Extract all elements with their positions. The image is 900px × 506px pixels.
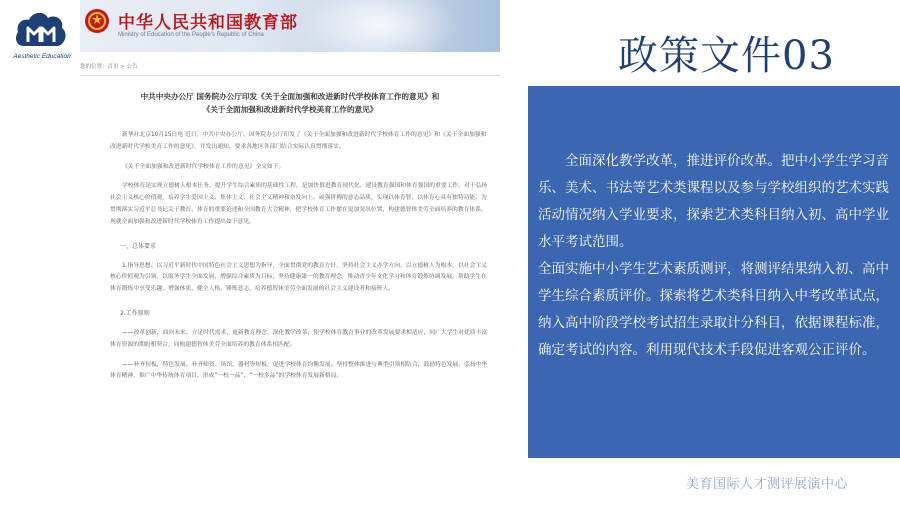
policy-document-screenshot [80,0,500,506]
ministry-name: 中华人民共和国教育部 [118,13,298,33]
ministry-name-en: Ministry of Education of the People's Republic of China [118,32,264,38]
document-heading: 一、总体要求 [120,242,157,250]
organization-footer: 美育国际人才测评展演中心 [686,477,849,492]
document-title-line2: 《关于全面加强和改进新时代学校美育工作的意见》 [202,105,378,114]
aesthetic-education-logo [6,8,74,64]
document-paragraph: 学校体育是实现立德树人根本任务、提升学生综合素质的基础性工程，是加快推进教育现代化、建设教育强国和体育强国的重要工作，对于弘扬社会主义核心价值观，培养学生爱国主义、集体主义、社会主义精神和奋发向上、顽强拼搏的意志品质，实现以体育智、以体育心具有独特功能。为贯彻落实习近平总书记关于教育、体育的重要论述和全国教育大会精神，把学校体育工作摆在更加突出位置，构建德智体美劳全面培养的教育体系，现就全面加强和改进新时代学校体育工作提出如下意见。 [110,183,488,225]
policy-summary-box [528,86,900,458]
document-paragraph: 1.指导思想。以习近平新时代中国特色社会主义思想为指导，全面贯彻党的教育方针，坚持社会主义办学方向，以立德树人为根本，以社会主义核心价值观为引领，以服务学生全面发展、增强综合素质为目标，坚持健康第一的教育理念，推动青少年文化学习和体育锻炼协调发展，帮助学生在体育锻炼中享受乐趣、增强体质、健全人格、锤炼意志，培养德智体美劳全面发展的社会主义建设者和接班人。 [110,262,487,293]
document-paragraph: 新华社北京10月15日电 近日，中共中央办公厅、国务院办公厅印发了《关于全面加强和改进新时代学校体育工作的意见》和《关于全面加强和改进新时代学校美育工作的意见》，并发出通知，要求各地区各部门结合实际认真贯彻落实。 [110,132,487,150]
document-heading: 2.工作原则 [120,309,150,317]
document-paragraph: 《关于全面加强和改进新时代学校体育工作的意见》全文如下。 [122,163,285,170]
logo-mark-icon [14,8,68,50]
ministry-banner [80,0,500,52]
breadcrumb-bar [80,56,500,76]
summary-paragraph-1: 全面深化教学改革，推进评价改革。把中小学生学习音乐、美术、书法等艺术类课程以及参与学校组织的艺术实践活动情况纳入学业要求，探索艺术类科目纳入初、高中学业水平考试范围。 [538,153,889,250]
national-emblem-icon [84,8,110,34]
page-title: 政策文件03 [618,33,835,79]
document-paragraph: ——改革创新，面向未来。立足时代需求，更新教育理念，深化教学改革，使学校体育教育事业的改革发展要求相适应，同广大学生对优质丰富体育资源的期盼相契合，同构建德智体美劳全面培养的教育体系相匹配。 [110,329,488,348]
document-body [80,90,500,383]
logo-caption: Aesthetic Education [13,53,71,60]
summary-paragraph-2: 全面实施中小学生艺术素质测评，将测评结果纳入初、高中学生综合素质评价。探索将艺术类科目纳入中考改革试点，纳入高中阶段学校考试招生录取计分科目，依据课程标准，确定考试的内容。利用现代技术手段促进客观公正评价。 [538,261,889,358]
policy-summary-text [538,148,890,364]
document-title-line1: 中共中央办公厅 国务院办公厅印发《关于全面加强和改进新时代学校体育工作的意见》和 [140,92,440,101]
document-paragraph: ——补齐短板，特色发展。补齐师资、场馆、器材等短板，促进学校体育均衡发展。坚持整体推进与典型引领相结合，鼓励特色发展。弘扬中华体育精神，推广中华传统体育项目，形成“一校一品”、“一校多品”的学校体育发展新格局。 [110,361,488,380]
breadcrumb[interactable]: 您的位置：首页 > 公告 [80,64,138,70]
